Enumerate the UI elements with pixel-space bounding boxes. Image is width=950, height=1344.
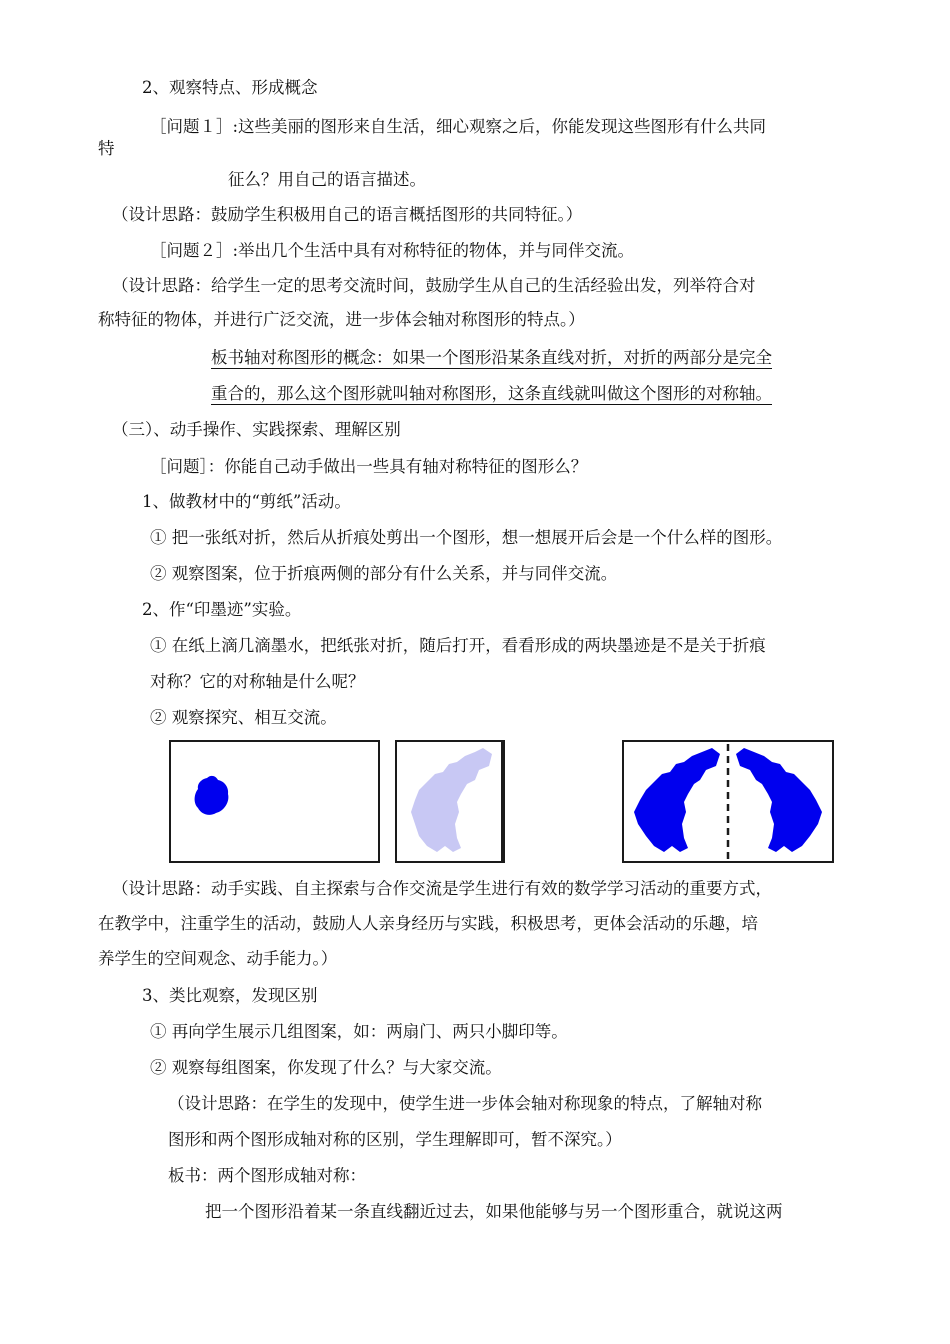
activity-2-step-1: ① 在纸上滴几滴墨水，把纸张对折，随后打开，看看形成的两块墨迹是不是关于折痕 [150,636,766,655]
question-2-text: ［问题２］:举出几个生活中具有对称特征的物体，并与同伴交流。 [150,241,635,260]
left-blot-icon [634,748,720,852]
design-note-2-line-2: 称特征的物体，并进行广泛交流，进一步体会轴对称图形的特点。） [98,310,585,329]
design-note-2-line-1: （设计思路：给学生一定的思考交流时间，鼓励学生从自己的生活经验出发，列举符合对 [112,276,756,295]
board-note-text: 把一个图形沿着某一条直线翻近过去，如果他能够与另一个图形重合，就说这两 [205,1202,783,1221]
activity-1-step-2: ② 观察图案，位于折痕两侧的部分有什么关系，并与同伴交流。 [150,564,618,583]
activity-3-heading: 3、类比观察，发现区别 [142,986,318,1005]
faded-blot-icon [411,748,492,852]
symmetric-blot-drawing [624,742,832,861]
board-definition-line-2: 重合的，那么这个图形就叫轴对称图形，这条直线就叫做这个图形的对称轴。 [211,384,772,403]
question-1-wrap: 特 [98,139,115,158]
design-note-4-line-1: （设计思路：在学生的发现中，使学生进一步体会轴对称现象的特点，了解轴对称 [168,1094,762,1113]
design-note-3-line-3: 养学生的空间观念、动手能力。） [98,949,338,968]
design-note-4-line-2: 图形和两个图形成轴对称的区别，学生理解即可，暂不深究。） [168,1130,622,1149]
ink-drop-figure [169,740,380,863]
folded-paper-figure [395,740,505,863]
right-blot-icon [736,748,822,852]
activity-1-step-1: ① 把一张纸对折，然后从折痕处剪出一个图形，想一想展开后会是一个什么样的图形。 [150,528,783,547]
ink-drop-icon [195,776,229,815]
question-1-continuation: 征么？用自己的语言描述。 [228,170,426,189]
activity-2-step-1-wrap: 对称？它的对称轴是什么呢？ [150,672,365,691]
design-note-1: （设计思路：鼓励学生积极用自己的语言概括图形的共同特征。） [112,205,583,224]
activity-3-step-2: ② 观察每组图案，你发现了什么？与大家交流。 [150,1058,502,1077]
board-definition-line-1: 板书轴对称图形的概念：如果一个图形沿某条直线对折，对折的两部分是完全 [211,348,772,367]
activity-3-step-1: ① 再向学生展示几组图案，如：两扇门、两只小脚印等。 [150,1022,568,1041]
activity-2-step-2: ② 观察探究、相互交流。 [150,708,337,727]
unfolded-blot-figure [622,740,834,863]
design-note-3-line-1: （设计思路：动手实践、自主探索与合作交流是学生进行有效的数学学习活动的重要方式， [112,879,772,898]
ink-drop-drawing [171,742,378,861]
folded-blot-drawing [397,742,501,861]
design-note-3-line-2: 在教学中，注重学生的活动，鼓励人人亲身经历与实践，积极思考，更体会活动的乐趣，培 [98,914,758,933]
section-heading-observe: 2、观察特点、形成概念 [142,78,318,97]
board-note-heading: 板书：两个图形成轴对称： [168,1166,366,1185]
question-3-text: ［问题］：你能自己动手做出一些具有轴对称特征的图形么？ [150,457,588,476]
activity-2-heading: 2、作“印墨迹”实验。 [142,600,302,619]
activity-1-heading: 1、做教材中的“剪纸”活动。 [142,492,351,511]
section-heading-hands-on: （三）、动手操作、实践探索、理解区别 [112,420,401,439]
question-1-text: ［问题１］:这些美丽的图形来自生活，细心观察之后，你能发现这些图形有什么共同 [150,117,767,136]
